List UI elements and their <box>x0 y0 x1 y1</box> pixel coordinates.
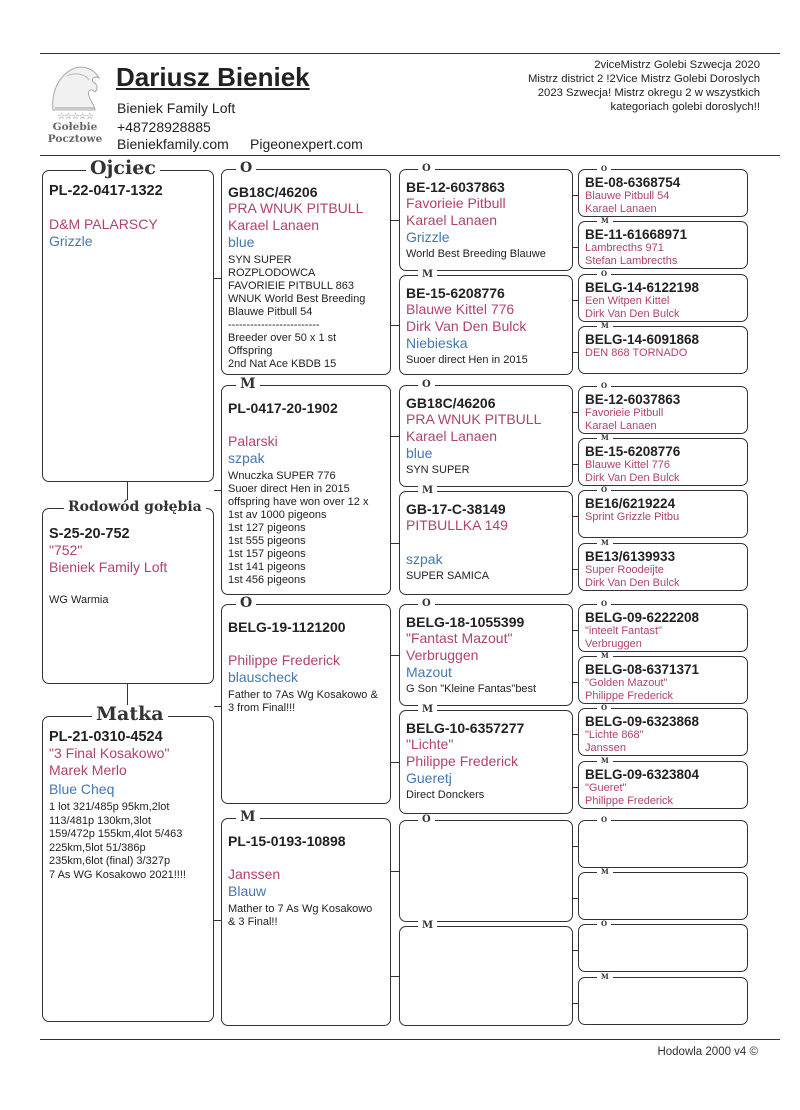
pigeon-name: Blauwe Pitbull 54 <box>585 190 670 202</box>
colour: Mazout <box>406 664 452 680</box>
breeder: Karael Lanaen <box>585 203 657 215</box>
breeder: Janssen <box>585 742 626 754</box>
male-label: O <box>597 600 611 607</box>
pigeon-name <box>228 416 384 433</box>
gen4-card[interactable] <box>578 274 748 322</box>
pigeon-name: "Golden Mazout" <box>585 677 668 689</box>
pigeon-name: Super Roodeijte <box>585 564 664 576</box>
pigeon-name: Een Witpen Kittel <box>585 295 670 307</box>
pigeon-name: PRA WNUK PITBULL <box>406 411 542 427</box>
owner-phone: +48728928885 <box>117 119 211 135</box>
gen3-card[interactable] <box>399 385 573 487</box>
gen3-card-empty[interactable] <box>399 926 573 1026</box>
gen4-card[interactable] <box>578 708 748 756</box>
gen3-card[interactable] <box>399 275 573 375</box>
gen3-card[interactable] <box>399 710 573 814</box>
owner-name: Dariusz Bieniek <box>116 62 310 92</box>
connector <box>573 734 578 735</box>
achievement-line: 2viceMistrz Golebi Szwecja 2020 <box>594 59 760 71</box>
breeder: Philippe Frederick <box>585 795 674 807</box>
female-label: M <box>236 377 260 391</box>
ring-number: BE-08-6368754 <box>585 175 681 190</box>
pigeon-name: Favorieie Pitbull <box>406 195 506 211</box>
notes: SUPER SAMICA <box>406 570 490 582</box>
logo <box>42 62 108 154</box>
connector <box>573 1003 578 1004</box>
male-label: O <box>597 920 611 927</box>
subject-card[interactable] <box>42 508 214 684</box>
sire-card[interactable] <box>42 170 214 482</box>
connector <box>573 412 578 413</box>
breeder: Philippe Frederick <box>228 652 341 668</box>
gen4-card[interactable] <box>578 386 748 434</box>
notes: G Son "Kleine Fantas"best <box>406 683 537 695</box>
connector <box>573 300 578 301</box>
gen4-card[interactable] <box>578 169 748 217</box>
pigeon-name: Blauwe Kittel 776 <box>585 459 670 471</box>
header-rule <box>40 155 780 156</box>
sire-label: Ojciec <box>86 159 160 178</box>
female-label: M <box>597 434 613 441</box>
achievement-line: Mistrz district 2 !2Vice Mistrz Golebi Doroslych <box>527 73 760 85</box>
breeder: Philippe Frederick <box>585 690 674 702</box>
ring-number: BELG-10-6357277 <box>406 720 525 736</box>
male-label: O <box>236 161 256 175</box>
gen2-card-dam-sire[interactable] <box>221 604 391 804</box>
male-label: O <box>418 164 435 174</box>
notes: Mather to 7 As Wg Kosakowo & 3 Final!! <box>228 903 373 928</box>
pigeon-name: "Fantast Mazout" <box>406 630 513 646</box>
ring-number: BE-11-61668971 <box>585 227 688 242</box>
pigeon-name: "Lichte" <box>406 736 454 752</box>
logo-text-line1: Gołebie <box>52 121 98 133</box>
owner-website-1[interactable]: Bieniekfamily.com <box>117 136 229 152</box>
colour: szpak <box>406 551 443 567</box>
connector <box>573 682 578 683</box>
notes: SYN SUPER ROZPLODOWCA FAVORIEIE PITBULL 863 WNUK World Best Breeding Blauwe Pitbull 54 ------------------------- Breeder over 50 x 1 st Offspring 2nd Nat Ace KBDB 15 <box>228 254 366 370</box>
connector <box>391 871 399 872</box>
breeder: Dirk Van Den Bulck <box>585 577 680 589</box>
breeder: Janssen <box>228 866 281 882</box>
male-label: O <box>597 165 611 172</box>
colour: Blauw <box>228 883 267 899</box>
male-label: O <box>597 704 611 711</box>
pigeon-name: "Lichte 868" <box>585 729 644 741</box>
ring-number: BELG-08-6371371 <box>585 662 700 677</box>
gen4-card[interactable] <box>578 221 748 269</box>
owner-website-2[interactable]: Pigeonexpert.com <box>250 136 363 152</box>
gen4-card[interactable] <box>578 543 748 591</box>
male-label: O <box>597 816 611 823</box>
connector <box>391 543 399 544</box>
pigeon-name: Lambrecths 971 <box>585 242 664 254</box>
connector <box>391 436 399 437</box>
female-label: M <box>597 652 613 659</box>
ring-number: BELG-19-1121200 <box>228 619 346 635</box>
ring-number: BELG-09-6222208 <box>585 610 700 625</box>
breeder: Stefan Lambrecths <box>585 255 678 267</box>
breeder: Karael Lanaen <box>406 428 498 444</box>
eagle-logo-icon <box>45 62 105 112</box>
ring-number: PL-0417-20-1902 <box>228 400 338 416</box>
male-label: O <box>418 599 435 609</box>
dam-notes: 1 lot 321/485p 95km,2lot 113/481p 130km,3lot 159/472p 155km,4lot 5/463 225km,5lot 51/386p 235km,6lot (final) 3/327p 7 As WG Kosakowo 2021!!!! <box>49 801 186 881</box>
sire-ring: PL-22-0417-1322 <box>49 183 163 199</box>
connector <box>573 247 578 248</box>
top-rule <box>40 53 780 54</box>
gen3-card-empty[interactable] <box>399 820 573 922</box>
ring-number: BE-15-6208776 <box>585 444 681 459</box>
colour: blue <box>228 234 255 250</box>
gen2-card-dam-dam[interactable] <box>221 818 391 1026</box>
logo-stars: ☆☆☆☆☆ <box>57 111 93 121</box>
male-label: O <box>597 382 611 389</box>
connector <box>391 762 399 763</box>
female-label: M <box>418 486 437 496</box>
ring-number: BE16/6219224 <box>585 496 676 511</box>
breeder: Karael Lanaen <box>585 420 657 432</box>
female-label: M <box>597 973 613 980</box>
connector <box>573 787 578 788</box>
subject-breeder: Bieniek Family Loft <box>49 559 168 575</box>
pigeon-name: Favorieie Pitbull <box>585 407 664 419</box>
gen4-card[interactable] <box>578 924 748 972</box>
ring-number: BELG-18-1055399 <box>406 614 525 630</box>
notes: Father to 7As Wg Kosakowo & 3 from Final!!! <box>228 689 378 714</box>
connector <box>214 920 221 921</box>
achievements <box>450 58 760 114</box>
achievement-line: 2023 Szwecja! Mistrz okregu 2 w wszystkich <box>537 87 760 99</box>
ring-number: BELG-09-6323868 <box>585 714 700 729</box>
ring-number: BE13/6139933 <box>585 549 676 564</box>
breeder: Palarski <box>228 433 278 449</box>
gen4-card[interactable] <box>578 872 748 920</box>
connector <box>391 655 399 656</box>
colour: Gueretj <box>406 770 452 786</box>
female-label: M <box>597 757 613 764</box>
subject-notes: WG Warmia <box>49 594 109 606</box>
breeder: Karael Lanaen <box>228 217 320 233</box>
pigeon-name: "Gueret" <box>585 782 627 794</box>
pigeon-name: "inteelt Fantast" <box>585 625 662 637</box>
gen4-card[interactable] <box>578 656 748 704</box>
breeder: Dirk Van Den Bulck <box>406 318 527 334</box>
male-label: O <box>597 270 611 277</box>
pigeon-name: Blauwe Kittel 776 <box>406 301 515 317</box>
female-label: M <box>597 322 613 329</box>
colour: blauscheck <box>228 669 299 685</box>
colour: Grizzle <box>406 229 450 245</box>
connector <box>573 516 578 517</box>
pigeon-name <box>228 849 384 866</box>
connector <box>214 706 221 707</box>
breeder <box>406 534 566 551</box>
ring-number: GB18C/46206 <box>228 184 318 200</box>
gen4-card[interactable] <box>578 490 748 538</box>
connector <box>573 569 578 570</box>
female-label: M <box>597 217 613 224</box>
female-label: M <box>418 921 437 931</box>
connector <box>573 846 578 847</box>
ring-number: BELG-14-6091868 <box>585 332 700 347</box>
gen4-card[interactable] <box>578 604 748 652</box>
breeder: Verbruggen <box>585 638 642 650</box>
dam-name: "3 Final Kosakowo" <box>49 745 170 761</box>
ring-number: GB18C/46206 <box>406 395 496 411</box>
notes: SYN SUPER <box>406 464 470 476</box>
breeder: Verbruggen <box>406 647 479 663</box>
ring-number: BE-15-6208776 <box>406 285 505 301</box>
connector <box>573 630 578 631</box>
owner-loft: Bieniek Family Loft <box>117 100 236 116</box>
pedigree-label: Rodowód gołębia <box>64 500 206 514</box>
connector <box>391 325 399 326</box>
pigeon-name <box>228 635 384 652</box>
colour: szpak <box>228 450 265 466</box>
notes: Suoer direct Hen in 2015 <box>406 354 528 366</box>
notes: World Best Breeding Blauwe <box>406 248 546 260</box>
male-label: O <box>418 815 435 825</box>
connector <box>214 490 221 491</box>
ring-number: PL-15-0193-10898 <box>228 833 346 849</box>
female-label: M <box>418 270 437 280</box>
colour: Niebieska <box>406 335 468 351</box>
male-label: O <box>418 380 435 390</box>
subject-name: "752" <box>49 542 83 558</box>
notes: Wnuczka SUPER 776 Suoer direct Hen in 2015 offspring have won over 12 x 1st av 1000 pigeons 1st 127 pigeons 1st 555 pigeons 1st 157 pigeons 1st 141 pigeons 1st 456 pigeons <box>228 470 369 586</box>
male-label: O <box>597 486 611 493</box>
gen3-card[interactable] <box>399 169 573 271</box>
connector <box>214 278 221 279</box>
gen4-card[interactable] <box>578 326 748 374</box>
footer-text: Hodowla 2000 v4 © <box>657 1046 758 1058</box>
connector <box>573 898 578 899</box>
dam-card[interactable] <box>42 716 214 1022</box>
breeder: Dirk Van Den Bulck <box>585 472 680 484</box>
pigeon-name: DEN 868 TORNADO <box>585 347 688 359</box>
female-label: M <box>597 539 613 546</box>
gen4-card[interactable] <box>578 438 748 486</box>
dam-label: Matka <box>92 705 168 724</box>
breeder: Philippe Frederick <box>406 753 519 769</box>
ring-number: GB-17-C-38149 <box>406 501 506 517</box>
sire-colour: Grizzle <box>49 233 93 249</box>
colour: blue <box>406 445 433 461</box>
ring-number: BE-12-6037863 <box>406 179 505 195</box>
gen3-card[interactable] <box>399 604 573 706</box>
connector <box>573 950 578 951</box>
achievement-line: kategoriach golebi doroslych!! <box>610 101 760 113</box>
connector <box>573 352 578 353</box>
pigeon-name: Sprint Grizzle Pitbu <box>585 511 680 523</box>
gen2-card-sire-sire[interactable] <box>221 169 391 375</box>
connector <box>573 464 578 465</box>
connector <box>391 220 399 221</box>
ring-number: BE-12-6037863 <box>585 392 681 407</box>
notes: Direct Donckers <box>406 789 485 801</box>
connector <box>391 976 399 977</box>
dam-colour: Blue Cheq <box>49 781 115 797</box>
breeder: Dirk Van Den Bulck <box>585 308 680 320</box>
female-label: M <box>418 705 437 715</box>
gen4-card[interactable] <box>578 761 748 809</box>
breeder: Karael Lanaen <box>406 212 498 228</box>
ring-number: BELG-14-6122198 <box>585 280 700 295</box>
male-label: O <box>236 596 256 610</box>
gen3-card[interactable] <box>399 491 573 595</box>
dam-breeder: Marek Merlo <box>49 762 127 778</box>
gen4-card[interactable] <box>578 820 748 868</box>
ring-number: BELG-09-6323804 <box>585 767 700 782</box>
female-label: M <box>236 810 260 824</box>
subject-ring: S-25-20-752 <box>49 526 130 542</box>
female-label: M <box>597 868 613 875</box>
pigeon-name: PRA WNUK PITBULL <box>228 200 364 216</box>
sire-breeder: D&M PALARSCY <box>49 216 158 232</box>
footer-rule <box>40 1039 780 1040</box>
gen4-card[interactable] <box>578 977 748 1025</box>
pigeon-name: PITBULLKA 149 <box>406 517 508 533</box>
logo-text-line2: Pocztowe <box>47 133 103 145</box>
dam-ring: PL-21-0310-4524 <box>49 729 163 745</box>
connector <box>573 195 578 196</box>
gen2-card-sire-dam[interactable] <box>221 385 391 595</box>
